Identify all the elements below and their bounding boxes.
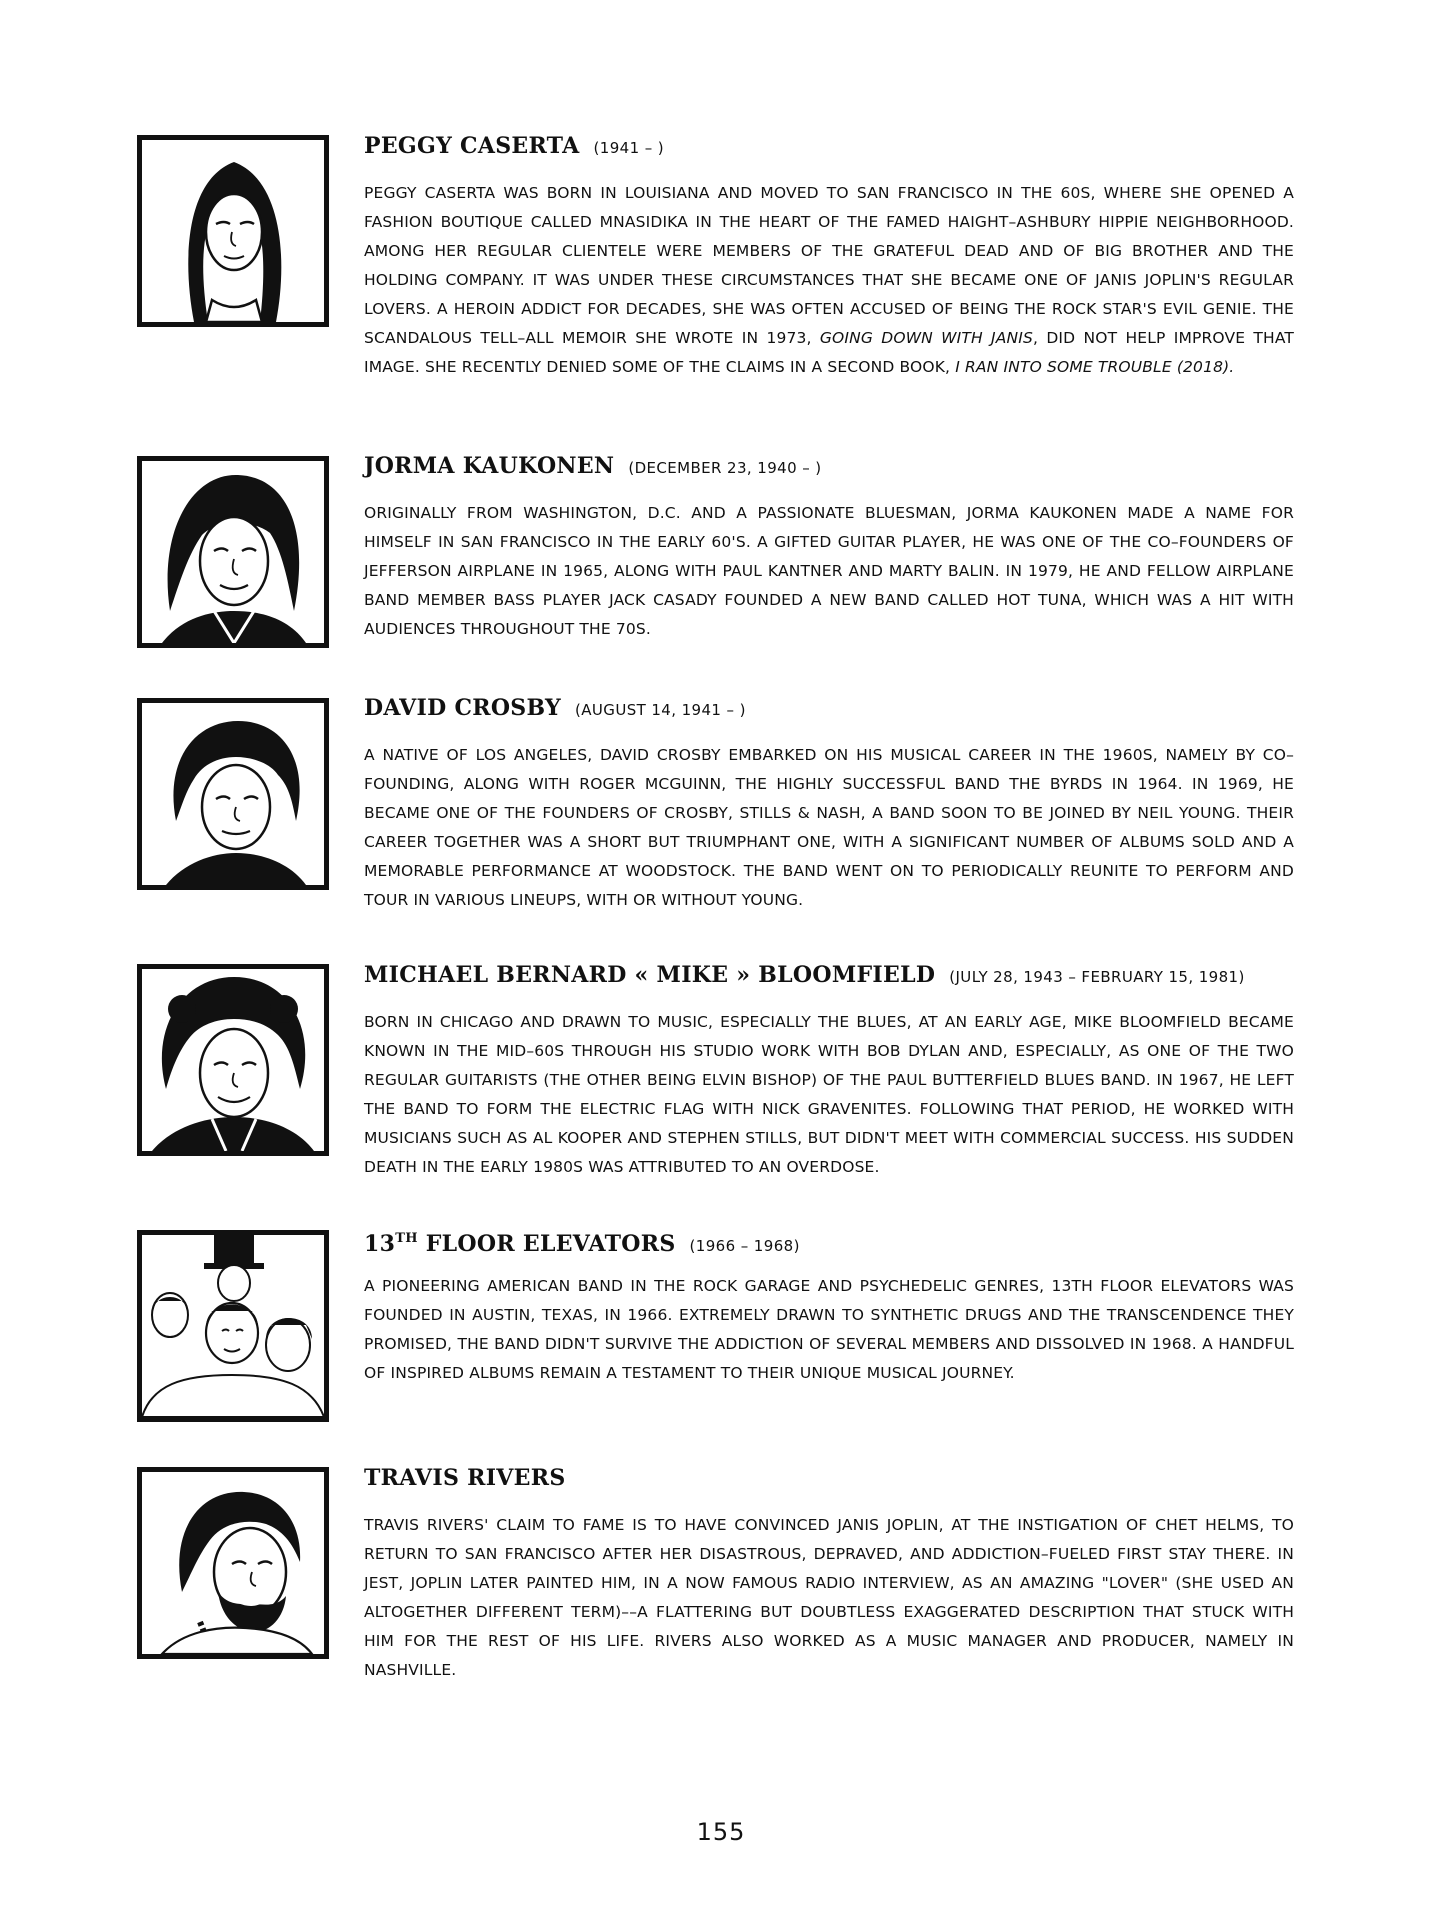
bio-paragraph [364,741,1294,915]
portrait-drawing [142,461,324,643]
bio-name-number: 13 [364,1231,396,1257]
portrait-peggy-caserta [137,135,329,327]
bio-name: TRAVIS RIVERS [364,1465,566,1491]
portrait-drawing [142,1235,324,1417]
bio-text-mike-bloomfield [364,960,1294,1182]
portrait-drawing [142,703,324,885]
bio-text-david-crosby [364,693,1294,915]
bio-paragraph [364,1511,1294,1685]
bio-dates: (1966 – 1968) [689,1237,800,1255]
bio-text: A PIONEERING AMERICAN BAND IN THE ROCK GARAGE AND PSYCHEDELIC GENRES, 13TH FLOOR ELEVATORS WAS FOUNDED IN AUSTIN, TEXAS, IN 1966. EXTREMELY DRAWN TO SYNTHETIC DRUGS AND THE TRANSCENDENCE THEY PROMISED, THE BAND DIDN'T SURVIVE THE ADDICTION OF SEVERAL MEMBERS AND DISSOLVED IN 1968. A HANDFUL OF INSPIRED ALBUMS REMAIN A TESTAMENT TO THEIR UNIQUE MUSICAL JOURNEY. [364,1277,1294,1382]
portrait-travis-rivers [137,1467,329,1659]
bio-paragraph [364,499,1294,644]
bio-dates: (JULY 28, 1943 – FEBRUARY 15, 1981) [949,968,1245,986]
book-title: I RAN INTO SOME TROUBLE (2018). [955,358,1235,376]
bio-dates: (AUGUST 14, 1941 – ) [575,701,746,719]
bio-paragraph [364,1008,1294,1182]
bio-paragraph [364,1272,1294,1388]
bio-text-jorma-kaukonen [364,451,1294,644]
bio-heading [364,693,1294,723]
bio-name-rest: FLOOR ELEVATORS [417,1231,676,1257]
bio-dates: (1941 – ) [593,139,665,157]
bio-text-travis-rivers [364,1463,1294,1685]
bio-text-peggy-caserta [364,131,1294,382]
bio-heading [364,451,1294,481]
portrait-drawing [142,1472,324,1654]
bio-name: DAVID CROSBY [364,695,562,721]
portrait-drawing [142,140,324,322]
portrait-david-crosby [137,698,329,890]
bio-text: PEGGY CASERTA WAS BORN IN LOUISIANA AND MOVED TO SAN FRANCISCO IN THE 60S, WHERE SHE OPENED A FASHION BOUTIQUE CALLED MNASIDIKA IN THE HEART OF THE FAMED HAIGHT–ASHBURY HIPPIE NEIGHBORHOOD. AMONG HER REGULAR CLIENTELE WERE MEMBERS OF THE GRATEFUL DEAD AND OF BIG BROTHER AND THE HOLDING COMPANY. IT WAS UNDER THESE CIRCUMSTANCES THAT SHE BECAME ONE OF JANIS JOPLIN'S REGULAR LOVERS. A HEROIN ADDICT FOR DECADES, SHE WAS OFTEN ACCUSED OF BEING THE ROCK STAR'S EVIL GENIE. THE SCANDALOUS TELL–ALL MEMOIR SHE WROTE IN 1973, [364,184,1294,347]
portrait-drawing [142,969,324,1151]
portrait-jorma-kaukonen [137,456,329,648]
bio-name: PEGGY CASERTA [364,133,580,159]
bio-dates: (DECEMBER 23, 1940 – ) [628,459,822,477]
bio-heading [364,960,1294,990]
book-title: GOING DOWN WITH JANIS [819,329,1033,347]
page-number: 155 [696,1818,746,1846]
bio-name-superscript: TH [395,1231,418,1246]
bio-text: TRAVIS RIVERS' CLAIM TO FAME IS TO HAVE CONVINCED JANIS JOPLIN, AT THE INSTIGATION OF CHET HELMS, TO RETURN TO SAN FRANCISCO AFTER HER DISASTROUS, DEPRAVED, AND ADDICTION–FUELED FIRST STAY THERE. IN JEST, JOPLIN LATER PAINTED HIM, IN A NOW FAMOUS RADIO INTERVIEW, AS AN AMAZING "LOVER" (SHE USED AN ALTOGETHER DIFFERENT TERM)––A FLATTERING BUT DOUBTLESS EXAGGERATED DESCRIPTION THAT STUCK WITH HIM FOR THE REST OF HIS LIFE. RIVERS ALSO WORKED AS A MUSIC MANAGER AND PRODUCER, NAMELY IN NASHVILLE. [364,1516,1294,1679]
bio-paragraph [364,179,1294,382]
bio-text: BORN IN CHICAGO AND DRAWN TO MUSIC, ESPECIALLY THE BLUES, AT AN EARLY AGE, MIKE BLOOMFIELD BECAME KNOWN IN THE MID–60S THROUGH HIS STUDIO WORK WITH BOB DYLAN AND, ESPECIALLY, AS ONE OF THE TWO REGULAR GUITARISTS (THE OTHER BEING ELVIN BISHOP) OF THE PAUL BUTTERFIELD BLUES BAND. IN 1967, HE LEFT THE BAND TO FORM THE ELECTRIC FLAG WITH NICK GRAVENITES. FOLLOWING THAT PERIOD, HE WORKED WITH MUSICIANS SUCH AS AL KOOPER AND STEPHEN STILLS, BUT DIDN'T MEET WITH COMMERCIAL SUCCESS. HIS SUDDEN DEATH IN THE EARLY 1980S WAS ATTRIBUTED TO AN OVERDOSE. [364,1013,1294,1176]
bio-text-13th-floor-elevators [364,1224,1294,1388]
bio-text: ORIGINALLY FROM WASHINGTON, D.C. AND A PASSIONATE BLUESMAN, JORMA KAUKONEN MADE A NAME FOR HIMSELF IN SAN FRANCISCO IN THE EARLY 60'S. A GIFTED GUITAR PLAYER, HE WAS ONE OF THE CO–FOUNDERS OF JEFFERSON AIRPLANE IN 1965, ALONG WITH PAUL KANTNER AND MARTY BALIN. IN 1979, HE AND FELLOW AIRPLANE BAND MEMBER BASS PLAYER JACK CASADY FOUNDED A NEW BAND CALLED HOT TUNA, WHICH WAS A HIT WITH AUDIENCES THROUGHOUT THE 70S. [364,504,1294,638]
bio-name: MICHAEL BERNARD « MIKE » BLOOMFIELD [364,962,936,988]
portrait-mike-bloomfield [137,964,329,1156]
bio-heading [364,1463,1294,1493]
portrait-13th-floor-elevators [137,1230,329,1422]
bio-name: JORMA KAUKONEN [364,453,615,479]
bio-heading [364,131,1294,161]
bio-heading [364,1224,1294,1257]
bio-name [364,1231,676,1257]
bio-text: , DID NOT HELP IMPROVE THAT IMAGE. SHE RECENTLY DENIED SOME OF THE CLAIMS IN A SECOND BOOK, [364,329,1295,376]
bio-text: A NATIVE OF LOS ANGELES, DAVID CROSBY EMBARKED ON HIS MUSICAL CAREER IN THE 1960S, NAMELY BY CO–FOUNDING, ALONG WITH ROGER MCGUINN, THE HIGHLY SUCCESSFUL BAND THE BYRDS IN 1964. IN 1969, HE BECAME ONE OF THE FOUNDERS OF CROSBY, STILLS & NASH, A BAND SOON TO BE JOINED BY NEIL YOUNG. THEIR CAREER TOGETHER WAS A SHORT BUT TRIUMPHANT ONE, WITH A SIGNIFICANT NUMBER OF ALBUMS SOLD AND A MEMORABLE PERFORMANCE AT WOODSTOCK. THE BAND WENT ON TO PERIODICALLY REUNITE TO PERFORM AND TOUR IN VARIOUS LINEUPS, WITH OR WITHOUT YOUNG. [364,746,1294,909]
